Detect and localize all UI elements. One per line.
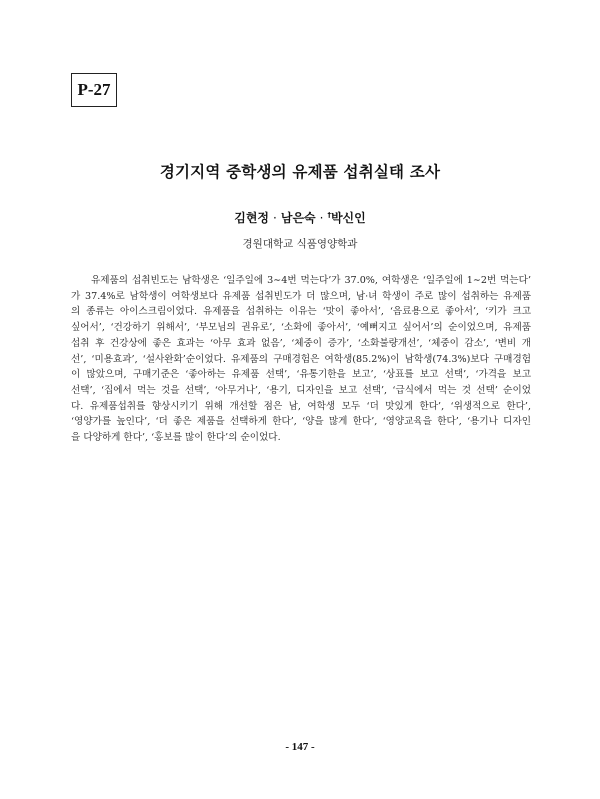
abstract-line: 싶어서’, ‘건강하기 위해서’, ‘부모님의 권유로’, ‘소화에 좋아서’, ‘예뻐지고 싶어서’의 순이었으며, 유제품: [71, 322, 531, 334]
poster-id-box: [71, 73, 117, 107]
abstract-line: 이 많았으며, 구매기준은 ‘좋아하는 유제품 선택’, ‘유통기한을 보고’, ‘상표를 보고 선택’, ‘가격을 보고: [71, 369, 531, 381]
affiliation: 경원대학교 식품영양학과: [242, 238, 358, 250]
abstract-line: 의 종류는 아이스크림이었다. 유제품을 섭취하는 이유는 ‘맛이 좋아서’, ‘음료용으로 좋아서’, ‘키가 크고: [71, 306, 531, 318]
author: 박신인: [330, 211, 366, 225]
corresponding-author-mark: †: [327, 211, 331, 219]
abstract-line: 선’, ‘미용효과’, ‘설사완화’순이었다. 유제품의 구매경험은 여학생(85.2%)이 남학생(74.3%)보다 구매경험: [71, 353, 531, 365]
abstract-line: 유제품의 섭취빈도는 남학생은 ‘일주일에 3∼4번 먹는다’가 37.0%, 여학생은 ‘일주일에 1∼2번 먹는다’: [91, 275, 531, 286]
abstract-line: 가 37.4%로 남학생이 여학생보다 유제품 섭취빈도가 더 많으며, 남·녀 학생이 주로 많이 섭취하는 유제품: [71, 290, 531, 302]
author-separator: ·: [273, 211, 277, 225]
author: 김현정: [234, 211, 270, 225]
page-number: - 147 -: [285, 741, 315, 753]
abstract-body: [71, 273, 531, 446]
abstract-line: 섭취 후 건강상에 좋은 효과는 ‘아무 효과 없음’, ‘체중이 증가’, ‘소화불량개선’, ‘체중이 감소’, ‘변비 개: [71, 337, 531, 349]
abstract-line: ‘영양가를 높인다’, ‘더 좋은 제품을 선택하게 한다’, ‘양을 많게 한다’, ‘영양교육을 한다’, ‘용기나 디자인: [71, 416, 531, 428]
poster-id: P-27: [77, 80, 111, 99]
abstract-line: 선택’, ‘집에서 먹는 것을 선택’, ‘아무거나’, ‘용기, 디자인을 보고 선택’, ‘급식에서 먹는 것 선택’ 순이었: [71, 384, 531, 396]
abstract-line: 을 다양하게 한다’, ‘홍보를 많이 한다’의 순이었다.: [71, 432, 281, 444]
paper-title: 경기지역 중학생의 유제품 섭취실태 조사: [159, 163, 441, 181]
abstract-line: 다. 유제품섭취를 향상시키기 위해 개선할 점은 남, 여학생 모두 ‘더 맛있게 한다’, ‘위생적으로 한다’,: [71, 400, 531, 412]
author-separator: ·: [319, 211, 324, 225]
author: 남은숙: [280, 211, 316, 225]
author-list: [0, 209, 600, 226]
